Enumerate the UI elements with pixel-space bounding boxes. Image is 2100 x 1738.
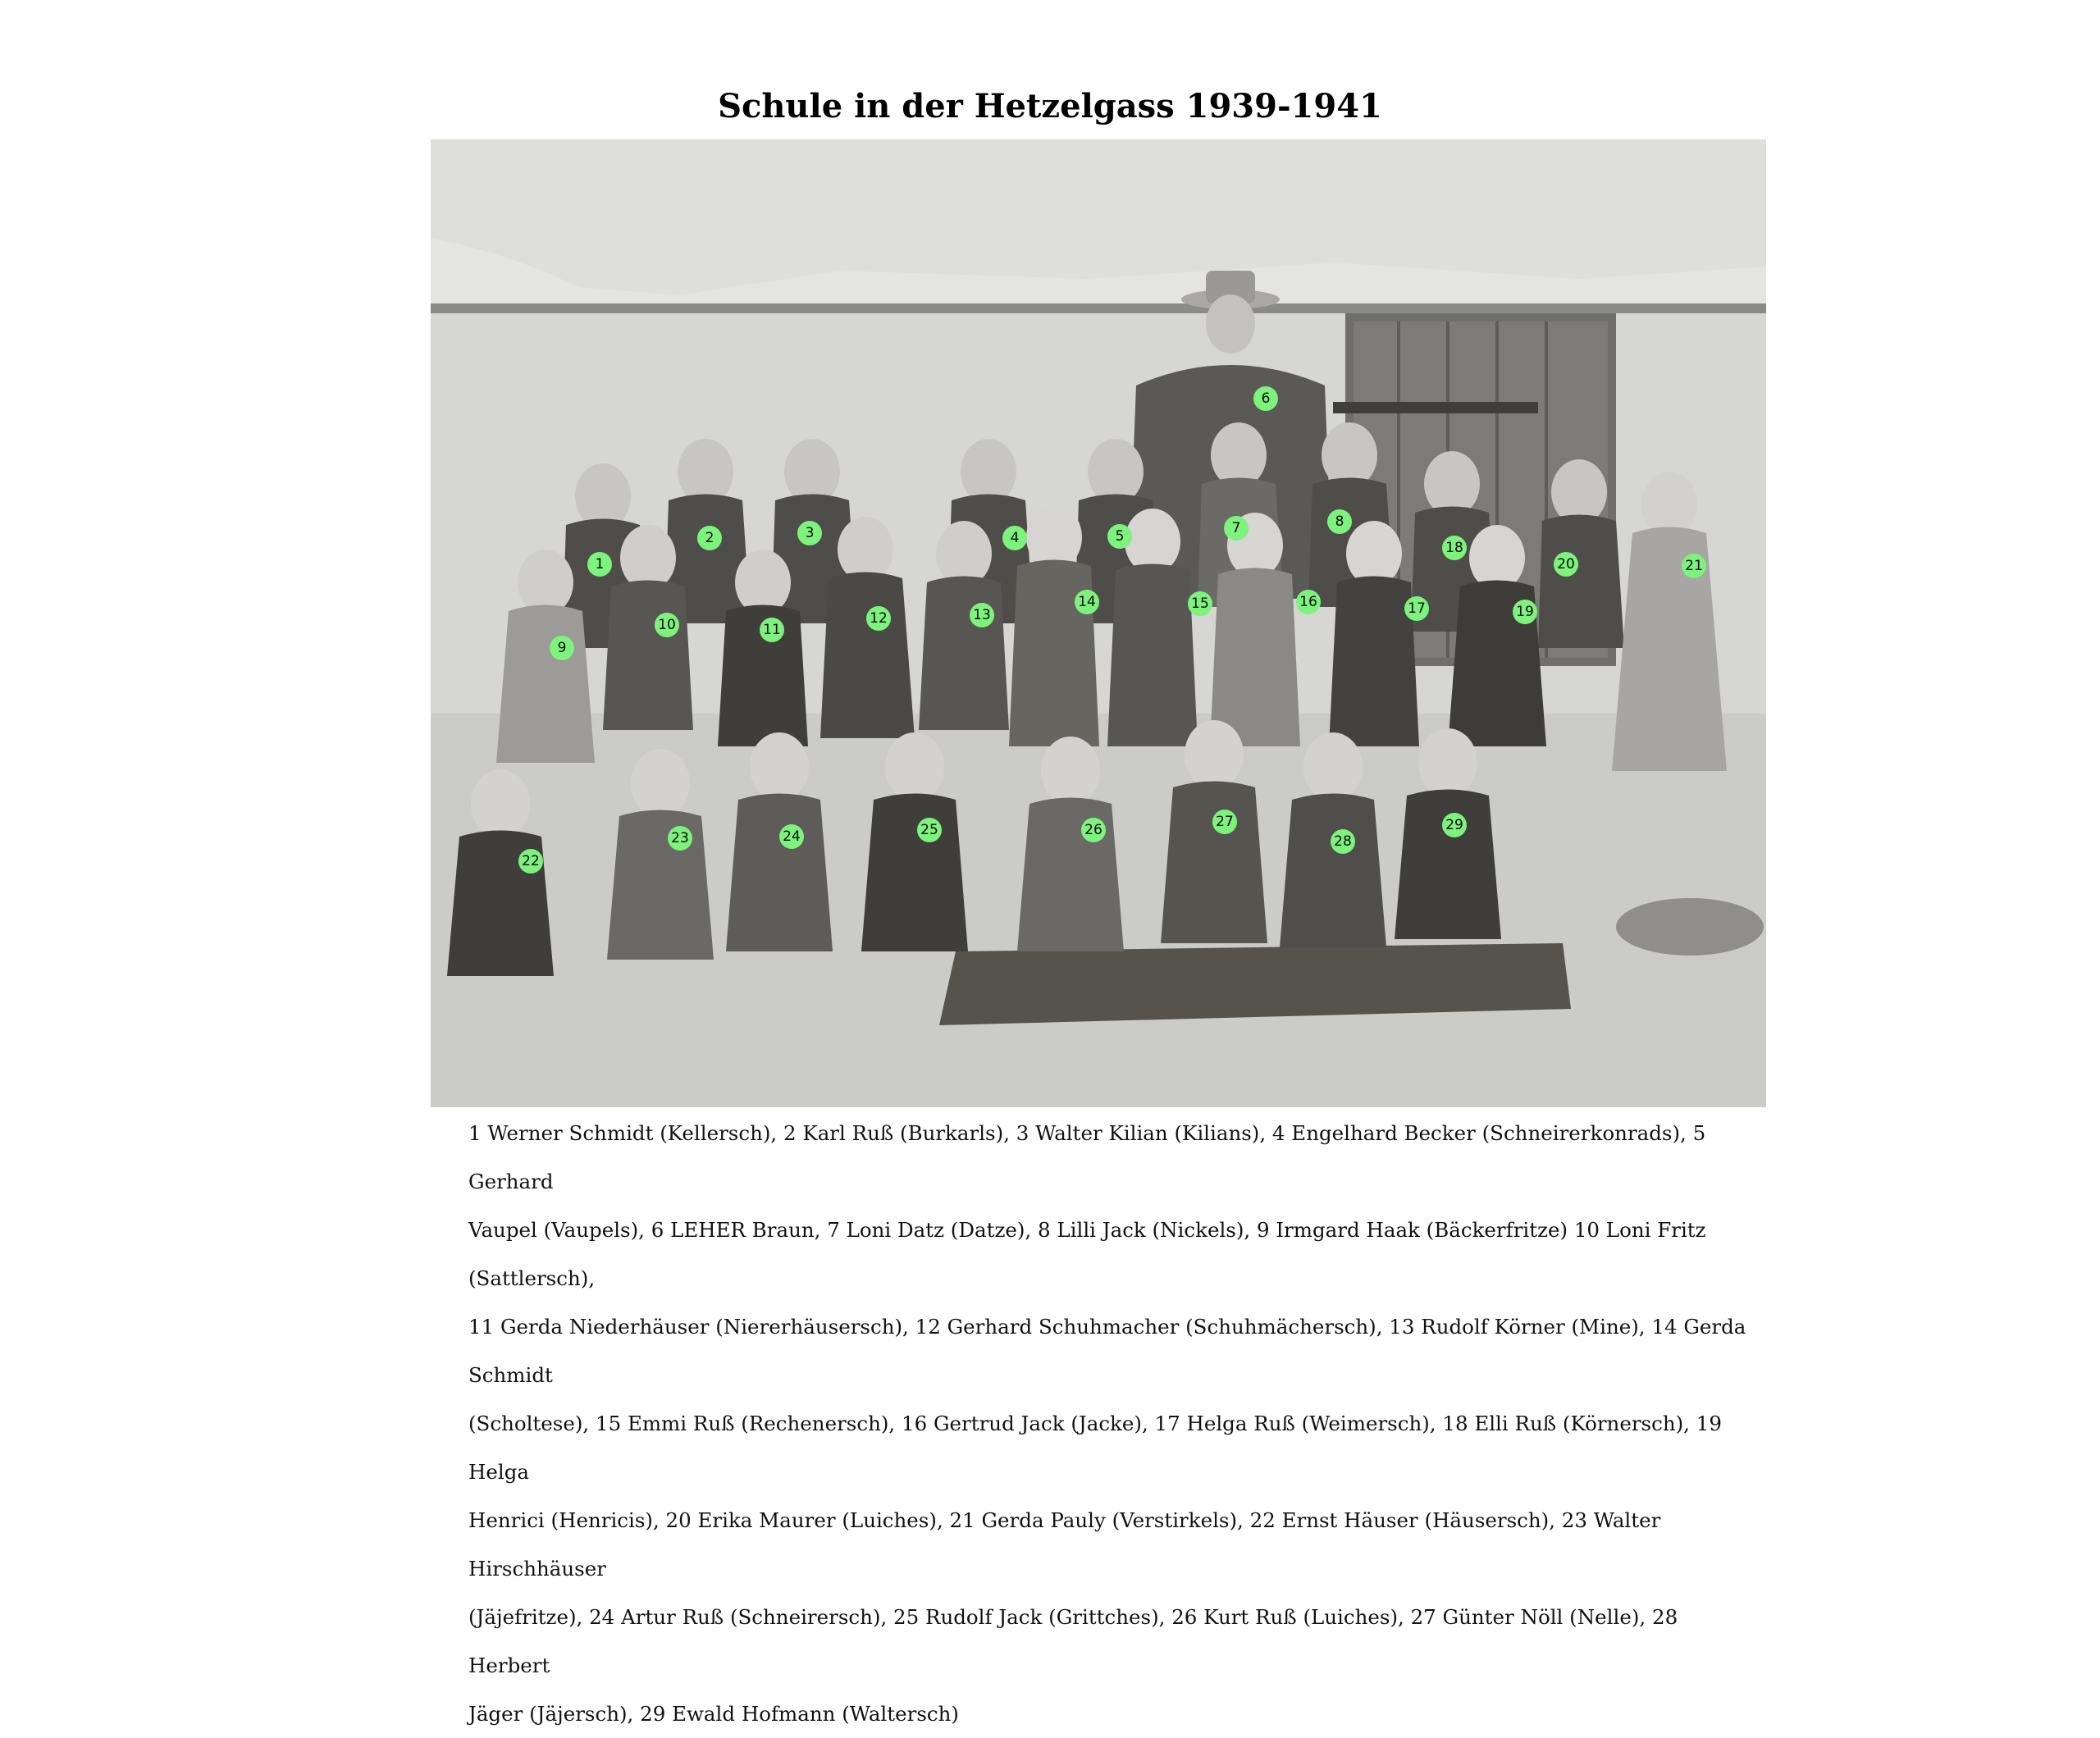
person-marker-3: 3 — [797, 521, 822, 545]
person-marker-28: 28 — [1331, 829, 1355, 854]
caption-line: Henrici (Henricis), 20 Erika Maurer (Luiches), 21 Gerda Pauly (Verstirkels), 22 Ernst Häuser (Häusersch), 23 Walter Hirschhäuser — [468, 1508, 1661, 1581]
person-marker-17: 17 — [1404, 596, 1429, 621]
person-marker-7: 7 — [1224, 516, 1249, 541]
person-marker-13: 13 — [970, 603, 994, 627]
person-marker-14: 14 — [1075, 590, 1099, 614]
caption-line: Jäger (Jäjersch), 29 Ewald Hofmann (Waltersch) — [468, 1702, 959, 1726]
person-marker-16: 16 — [1296, 590, 1321, 614]
wall-ledge — [431, 303, 1766, 313]
person-marker-20: 20 — [1554, 552, 1578, 577]
person-marker-21: 21 — [1682, 554, 1706, 578]
person-marker-26: 26 — [1081, 818, 1106, 842]
person-marker-23: 23 — [668, 826, 692, 851]
person-marker-5: 5 — [1107, 524, 1132, 549]
name-caption — [468, 1109, 1748, 1738]
caption-line: 1 Werner Schmidt (Kellersch), 2 Karl Ruß (Burkarls), 3 Walter Kilian (Kilians), 4 Engelhard Becker (Schneirerkonrads), 5 Gerhard — [468, 1121, 1706, 1193]
caption-line: 11 Gerda Niederhäuser (Niererhäusersch), 12 Gerhard Schuhmacher (Schuhmächersch), 13 Rudolf Körner (Mine), 14 Gerda Schmidt — [468, 1315, 1746, 1387]
person-marker-15: 15 — [1188, 591, 1212, 616]
person-marker-10: 10 — [655, 613, 679, 637]
caption-line: Vaupel (Vaupels), 6 LEHER Braun, 7 Loni Datz (Datze), 8 Lilli Jack (Nickels), 9 Irmgard Haak (Bäckerfritze) 10 Loni Fritz (Sattlersch), — [468, 1218, 1706, 1290]
person-marker-2: 2 — [697, 526, 722, 550]
person-marker-29: 29 — [1442, 813, 1467, 837]
person-marker-6: 6 — [1253, 386, 1278, 411]
class-photo — [431, 139, 1766, 1107]
caption-line: (Jäjefritze), 24 Artur Ruß (Schneirersch), 25 Rudolf Jack (Grittches), 26 Kurt Ruß (Luiches), 27 Günter Nöll (Nelle), 28 Herbert — [468, 1605, 1678, 1677]
person-marker-1: 1 — [587, 552, 612, 577]
person-marker-12: 12 — [866, 606, 891, 631]
page-title: Schule in der Hetzelgass 1939-1941 — [718, 86, 1382, 125]
person-marker-11: 11 — [760, 618, 784, 642]
person-marker-22: 22 — [518, 849, 543, 874]
class-photo-scene — [431, 139, 1766, 1107]
person-marker-4: 4 — [1002, 526, 1027, 550]
person-marker-27: 27 — [1212, 810, 1237, 834]
person-marker-18: 18 — [1442, 536, 1467, 560]
person-marker-24: 24 — [779, 824, 804, 849]
person-marker-25: 25 — [917, 818, 942, 842]
person-marker-9: 9 — [550, 636, 574, 660]
person-marker-19: 19 — [1513, 600, 1537, 624]
person-marker-8: 8 — [1327, 509, 1352, 534]
manhole-cover — [1616, 898, 1764, 956]
caption-line: (Scholtese), 15 Emmi Ruß (Rechenersch), 16 Gertrud Jack (Jacke), 17 Helga Ruß (Weimersch), 18 Elli Ruß (Körnersch), 19 Helga — [468, 1412, 1722, 1484]
